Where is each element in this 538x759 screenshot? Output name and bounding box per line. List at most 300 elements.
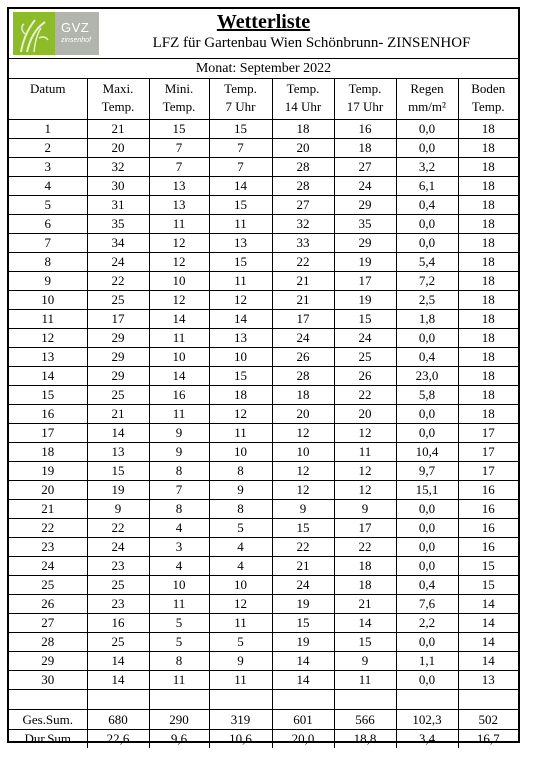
table-cell: 1,1 <box>396 652 458 671</box>
table-cell: 5 <box>149 614 209 633</box>
page-title: Wetterliste <box>216 11 311 33</box>
column-header-line: 17 Uhr <box>346 99 384 114</box>
table-cell: 11 <box>209 671 272 690</box>
column-header-line: Regen <box>410 81 444 96</box>
table-cell: 7 <box>149 158 209 177</box>
table-cell: 5,4 <box>396 253 458 272</box>
table-cell: 102,3 <box>396 710 458 730</box>
table-cell: 16 <box>458 538 518 557</box>
table-header-row <box>9 79 518 120</box>
table-cell: 24 <box>334 177 396 196</box>
table-cell: 11 <box>334 671 396 690</box>
table-cell: 4 <box>149 519 209 538</box>
table-cell: 9 <box>334 500 396 519</box>
table-cell: 1 <box>9 120 87 139</box>
column-header <box>334 79 396 120</box>
table-cell: 28 <box>9 633 87 652</box>
table-cell: 15 <box>334 310 396 329</box>
table-cell: 23 <box>87 557 149 576</box>
table-cell: 5 <box>209 633 272 652</box>
table-row <box>9 158 518 177</box>
table-cell: 35 <box>87 215 149 234</box>
table-cell: 12 <box>209 291 272 310</box>
table-row <box>9 595 518 614</box>
table-cell: 9 <box>209 481 272 500</box>
table-cell: 16 <box>458 500 518 519</box>
table-cell: 29 <box>334 196 396 215</box>
table-cell: 28 <box>272 158 334 177</box>
table-cell: 18 <box>458 196 518 215</box>
table-cell: 19 <box>9 462 87 481</box>
table-cell: 28 <box>272 177 334 196</box>
table-cell: 0,0 <box>396 671 458 690</box>
table-cell: 18 <box>334 139 396 158</box>
table-cell: 11 <box>334 443 396 462</box>
table-cell <box>334 690 396 710</box>
table-cell: 15 <box>9 386 87 405</box>
table-cell: 12 <box>209 405 272 424</box>
table-cell: 15 <box>334 633 396 652</box>
table-row <box>9 139 518 158</box>
table-cell: 7,2 <box>396 272 458 291</box>
table-cell: 13 <box>149 196 209 215</box>
table-cell: 9 <box>149 424 209 443</box>
table-cell: 16 <box>458 481 518 500</box>
table-cell: 11 <box>209 215 272 234</box>
table-cell: 17 <box>458 443 518 462</box>
table-cell: 21 <box>272 272 334 291</box>
table-cell: 15 <box>209 367 272 386</box>
table-cell: 0,4 <box>396 348 458 367</box>
table-cell: 8 <box>209 500 272 519</box>
table-cell: 18 <box>334 557 396 576</box>
table-cell: 7 <box>209 139 272 158</box>
table-cell: 14 <box>209 310 272 329</box>
column-header-line: mm/m² <box>408 99 446 114</box>
table-cell: 680 <box>87 710 149 730</box>
table-cell: 20 <box>9 481 87 500</box>
table-cell: 20 <box>272 405 334 424</box>
table-cell: 0,0 <box>396 500 458 519</box>
table-cell: 18 <box>334 576 396 595</box>
table-row <box>9 652 518 671</box>
table-row <box>9 272 518 291</box>
table-cell: 26 <box>334 367 396 386</box>
column-header-line: 7 Uhr <box>225 99 256 114</box>
table-cell: 11 <box>209 272 272 291</box>
table-cell: 11 <box>149 405 209 424</box>
table-cell: 4 <box>9 177 87 196</box>
table-cell: 23,0 <box>396 367 458 386</box>
table-cell: 7 <box>149 139 209 158</box>
table-cell: 14 <box>149 367 209 386</box>
table-cell: 30 <box>87 177 149 196</box>
table-cell: 15 <box>209 120 272 139</box>
table-cell: 22 <box>334 386 396 405</box>
table-row <box>9 443 518 462</box>
table-cell: 27 <box>272 196 334 215</box>
table-cell: 28 <box>272 367 334 386</box>
logo-brand: GVZ <box>61 20 90 35</box>
table-cell: 21 <box>87 405 149 424</box>
table-cell <box>209 690 272 710</box>
table-cell: 18 <box>272 386 334 405</box>
table-cell: 33 <box>272 234 334 253</box>
table-cell: 25 <box>87 633 149 652</box>
table-cell: 18 <box>9 443 87 462</box>
table-cell: 9,6 <box>149 730 209 749</box>
table-cell: 14 <box>458 614 518 633</box>
totals-row <box>9 730 518 749</box>
table-cell: 10,4 <box>396 443 458 462</box>
column-header-line: Temp. <box>286 81 320 96</box>
table-cell <box>458 690 518 710</box>
table-cell: 18 <box>458 329 518 348</box>
table-cell: 2,5 <box>396 291 458 310</box>
table-cell: 22 <box>87 519 149 538</box>
table-row <box>9 367 518 386</box>
table-cell: 24 <box>87 253 149 272</box>
table-cell: 14 <box>272 671 334 690</box>
column-header <box>458 79 518 120</box>
table-cell: 21 <box>272 291 334 310</box>
table-cell: 27 <box>334 158 396 177</box>
table-row <box>9 310 518 329</box>
table-cell: 20 <box>272 139 334 158</box>
table-cell: 18 <box>458 215 518 234</box>
table-cell: 14 <box>458 595 518 614</box>
table-cell: 10 <box>9 291 87 310</box>
table-cell: 0,0 <box>396 633 458 652</box>
table-cell: 14 <box>149 310 209 329</box>
table-cell: 18 <box>458 291 518 310</box>
table-cell: Ges.Sum. <box>9 710 87 730</box>
table-cell: 3,2 <box>396 158 458 177</box>
table-cell: 8 <box>209 462 272 481</box>
table-cell: 12 <box>272 424 334 443</box>
table-row <box>9 462 518 481</box>
table-cell: 18 <box>458 272 518 291</box>
table-cell: 25 <box>87 386 149 405</box>
table-cell: 16 <box>87 614 149 633</box>
column-header-line: Temp. <box>162 99 196 114</box>
table-cell: 0,0 <box>396 557 458 576</box>
table-row <box>9 538 518 557</box>
table-cell: 29 <box>334 234 396 253</box>
table-cell: 22,6 <box>87 730 149 749</box>
table-row <box>9 633 518 652</box>
table-cell: 24 <box>334 329 396 348</box>
table-cell: 13 <box>9 348 87 367</box>
table-cell: 29 <box>87 329 149 348</box>
table-cell: 31 <box>87 196 149 215</box>
table-cell: 17 <box>458 462 518 481</box>
table-cell: 4 <box>209 538 272 557</box>
table-cell: 12 <box>334 481 396 500</box>
table-cell: 34 <box>87 234 149 253</box>
page-subtitle: LFZ für Gartenbau Wien Schönbrunn- ZINSENHOF <box>152 35 471 51</box>
table-cell: 7,6 <box>396 595 458 614</box>
table-cell: 18 <box>458 405 518 424</box>
table-cell: 24 <box>272 576 334 595</box>
table-cell: 12 <box>149 253 209 272</box>
table-cell: 18 <box>458 158 518 177</box>
table-cell: 3,4 <box>396 730 458 749</box>
table-row <box>9 253 518 272</box>
table-row <box>9 329 518 348</box>
table-cell: 10 <box>209 576 272 595</box>
table-row <box>9 386 518 405</box>
table-cell: 18 <box>458 348 518 367</box>
table-cell: 9 <box>334 652 396 671</box>
table-cell <box>396 690 458 710</box>
table-cell: 29 <box>9 652 87 671</box>
table-cell: 1,8 <box>396 310 458 329</box>
table-cell: 19 <box>272 633 334 652</box>
logo-tagline: zinsenhof <box>61 37 91 44</box>
table-cell: 17 <box>334 272 396 291</box>
table-cell: 11 <box>149 671 209 690</box>
table-cell: 17 <box>9 424 87 443</box>
weather-sheet <box>7 7 520 746</box>
table-cell: 14 <box>87 424 149 443</box>
table-cell: 15 <box>87 462 149 481</box>
table-cell: 30 <box>9 671 87 690</box>
table-cell: 14 <box>87 652 149 671</box>
table-cell: 14 <box>458 652 518 671</box>
table-cell: 566 <box>334 710 396 730</box>
table-cell: 15 <box>272 614 334 633</box>
table-cell: 18 <box>458 139 518 158</box>
table-cell: 18 <box>458 310 518 329</box>
table-cell: 10 <box>149 348 209 367</box>
table-cell: 24 <box>272 329 334 348</box>
table-cell: 8 <box>9 253 87 272</box>
table-cell: 12 <box>272 481 334 500</box>
table-cell: 9 <box>87 500 149 519</box>
table-row <box>9 405 518 424</box>
table-cell: 12 <box>272 462 334 481</box>
table-cell: 601 <box>272 710 334 730</box>
column-header-line: Temp. <box>348 81 382 96</box>
table-cell: 4 <box>209 557 272 576</box>
table-cell: 17 <box>458 424 518 443</box>
table-cell: 12 <box>334 462 396 481</box>
table-cell: 11 <box>9 310 87 329</box>
column-header-line: Mini. <box>164 81 194 96</box>
table-cell: 11 <box>149 215 209 234</box>
table-cell: 22 <box>87 272 149 291</box>
table-cell: 10 <box>149 576 209 595</box>
column-header-line: Temp. <box>471 99 505 114</box>
column-header-line: 14 Uhr <box>284 99 322 114</box>
table-cell <box>9 690 87 710</box>
table-cell: 12 <box>209 595 272 614</box>
table-cell: 0,0 <box>396 215 458 234</box>
table-cell: 22 <box>272 253 334 272</box>
table-cell: 25 <box>87 291 149 310</box>
table-cell: 12 <box>9 329 87 348</box>
table-cell: 29 <box>87 367 149 386</box>
table-cell: 290 <box>149 710 209 730</box>
table-cell: 0,0 <box>396 234 458 253</box>
column-header <box>209 79 272 120</box>
table-cell: 18 <box>209 386 272 405</box>
table-cell: 23 <box>9 538 87 557</box>
table-cell: 27 <box>9 614 87 633</box>
table-cell: 319 <box>209 710 272 730</box>
table-cell: 0,0 <box>396 424 458 443</box>
table-cell: 7 <box>209 158 272 177</box>
table-cell: 10,6 <box>209 730 272 749</box>
table-cell: 8 <box>149 500 209 519</box>
table-cell: 19 <box>334 253 396 272</box>
weather-table <box>9 79 518 748</box>
table-cell: 18 <box>458 386 518 405</box>
table-cell: 14 <box>334 614 396 633</box>
table-row <box>9 424 518 443</box>
table-cell: 18 <box>458 367 518 386</box>
table-cell: 0,4 <box>396 196 458 215</box>
table-cell: 11 <box>209 424 272 443</box>
table-cell: 25 <box>9 576 87 595</box>
table-cell: 16,7 <box>458 730 518 749</box>
table-cell <box>87 690 149 710</box>
table-cell: 19 <box>334 291 396 310</box>
column-header-line: Temp. <box>224 81 257 96</box>
table-cell: 25 <box>87 576 149 595</box>
column-header <box>87 79 149 120</box>
table-row <box>9 120 518 139</box>
table-cell: 10 <box>149 272 209 291</box>
table-cell: 2,2 <box>396 614 458 633</box>
table-cell: 15 <box>209 196 272 215</box>
table-cell: 15 <box>458 557 518 576</box>
table-cell: 13 <box>458 671 518 690</box>
table-cell: 24 <box>87 538 149 557</box>
table-row <box>9 576 518 595</box>
table-cell: 14 <box>9 367 87 386</box>
table-cell: 24 <box>9 557 87 576</box>
table-cell: 19 <box>87 481 149 500</box>
table-cell: 25 <box>334 348 396 367</box>
table-cell: 12 <box>334 424 396 443</box>
column-header-line: Datum <box>30 81 66 96</box>
column-header-line: Maxi. <box>102 81 134 96</box>
table-row <box>9 671 518 690</box>
table-cell: 0,0 <box>396 538 458 557</box>
table-cell: 3 <box>149 538 209 557</box>
table-cell: 15 <box>209 253 272 272</box>
table-cell: 9 <box>272 500 334 519</box>
table-cell: 17 <box>87 310 149 329</box>
table-cell: 17 <box>334 519 396 538</box>
table-row <box>9 348 518 367</box>
table-cell: 14 <box>272 652 334 671</box>
table-cell: 22 <box>272 538 334 557</box>
table-cell: 0,0 <box>396 519 458 538</box>
table-cell: 12 <box>149 234 209 253</box>
table-cell: 17 <box>272 310 334 329</box>
table-cell: 26 <box>9 595 87 614</box>
table-cell: 6,1 <box>396 177 458 196</box>
table-cell: 4 <box>149 557 209 576</box>
table-cell: 5 <box>149 633 209 652</box>
table-cell: 11 <box>149 595 209 614</box>
table-cell: 32 <box>272 215 334 234</box>
table-cell: 2 <box>9 139 87 158</box>
column-header-line: Temp. <box>101 99 135 114</box>
table-cell: 13 <box>149 177 209 196</box>
table-cell: 10 <box>209 443 272 462</box>
table-row <box>9 557 518 576</box>
table-cell: 16 <box>9 405 87 424</box>
column-header-line: Boden <box>471 81 506 96</box>
table-cell: 18 <box>458 177 518 196</box>
table-cell: 8 <box>149 462 209 481</box>
table-cell: 15,1 <box>396 481 458 500</box>
table-cell: 21 <box>87 120 149 139</box>
column-header <box>396 79 458 120</box>
table-cell: 20,0 <box>272 730 334 749</box>
table-cell <box>149 690 209 710</box>
table-cell: 20 <box>334 405 396 424</box>
table-cell: 0,0 <box>396 329 458 348</box>
table-cell: 13 <box>209 234 272 253</box>
table-cell: 14 <box>458 633 518 652</box>
table-cell: 15 <box>272 519 334 538</box>
table-cell: Dur.Sum <box>9 730 87 749</box>
table-row <box>9 196 518 215</box>
table-cell: 0,0 <box>396 405 458 424</box>
table-cell: 5 <box>209 519 272 538</box>
column-header <box>9 79 87 120</box>
table-cell: 0,0 <box>396 139 458 158</box>
table-cell: 35 <box>334 215 396 234</box>
table-cell: 15 <box>458 576 518 595</box>
table-cell <box>272 690 334 710</box>
table-cell: 12 <box>149 291 209 310</box>
table-row <box>9 215 518 234</box>
table-cell: 21 <box>334 595 396 614</box>
table-cell: 11 <box>209 614 272 633</box>
table-cell: 16 <box>458 519 518 538</box>
table-row <box>9 481 518 500</box>
table-cell: 10 <box>272 443 334 462</box>
table-cell: 15 <box>149 120 209 139</box>
table-cell: 26 <box>272 348 334 367</box>
sheet-header <box>9 9 518 59</box>
table-row <box>9 177 518 196</box>
table-cell: 13 <box>87 443 149 462</box>
table-cell: 9,7 <box>396 462 458 481</box>
table-cell: 22 <box>9 519 87 538</box>
table-cell: 3 <box>9 158 87 177</box>
table-row <box>9 234 518 253</box>
table-cell: 0,0 <box>396 120 458 139</box>
table-cell: 18 <box>272 120 334 139</box>
table-cell: 9 <box>209 652 272 671</box>
column-header <box>149 79 209 120</box>
table-cell: 20 <box>87 139 149 158</box>
table-cell: 6 <box>9 215 87 234</box>
table-cell: 21 <box>9 500 87 519</box>
month-label: Monat: September 2022 <box>9 59 518 79</box>
table-cell: 502 <box>458 710 518 730</box>
table-cell: 11 <box>149 329 209 348</box>
table-cell: 9 <box>9 272 87 291</box>
table-cell: 32 <box>87 158 149 177</box>
